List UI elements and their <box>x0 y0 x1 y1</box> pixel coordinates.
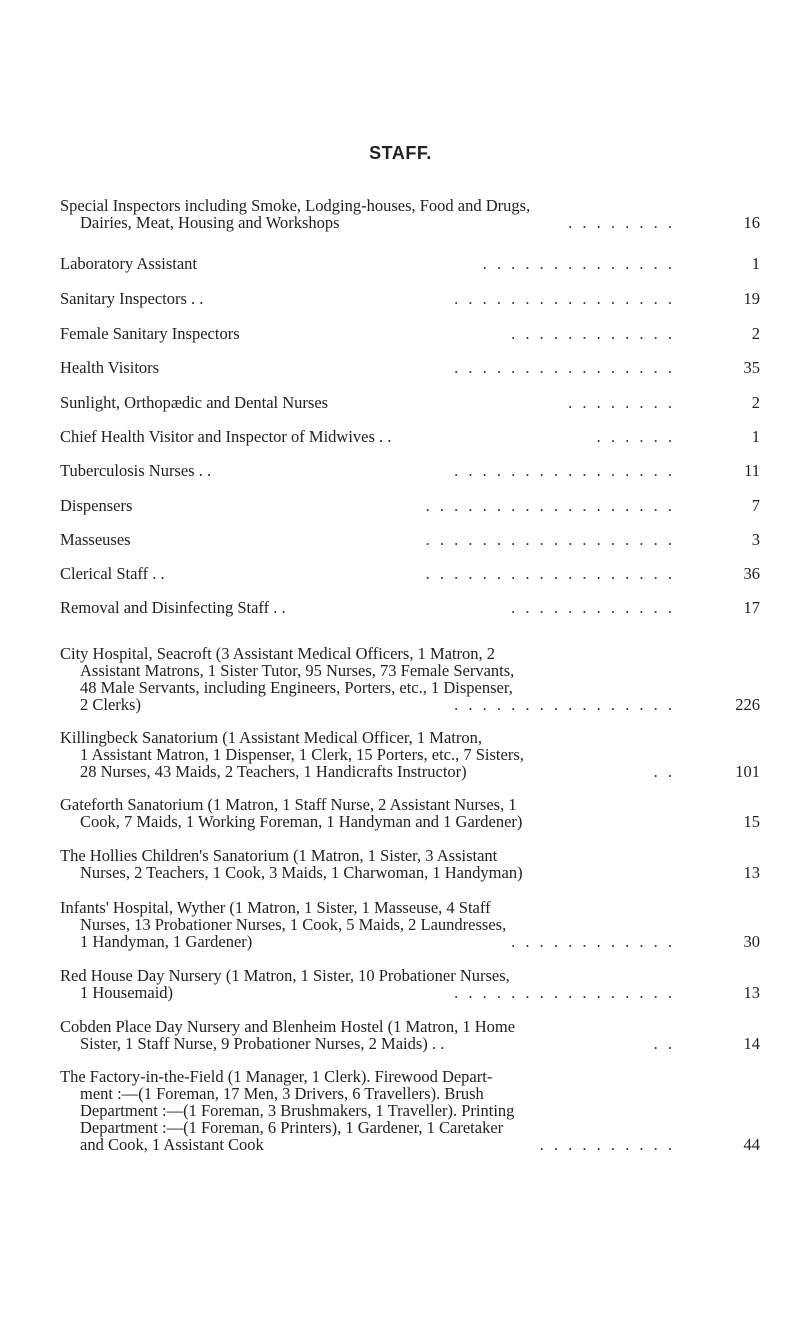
staff-entry <box>60 531 760 548</box>
staff-count: 36 <box>743 564 760 583</box>
entry-text-line <box>60 197 760 214</box>
staff-count: 19 <box>743 289 760 308</box>
staff-entry <box>60 1068 760 1153</box>
dot-leader: . . . . . . . . <box>568 393 675 412</box>
dot-leader: . . . . . . . . . . . . . . . . . . <box>425 496 675 515</box>
entry-label: 1 Handyman, 1 Gardener) <box>80 932 253 951</box>
dot-leader: . . . . . . . . . . . . <box>511 598 675 617</box>
entry-label: Sister, 1 Staff Nurse, 9 Probationer Nurses, 2 Maids) . . <box>80 1034 445 1053</box>
staff-entry <box>60 359 760 376</box>
staff-entry <box>60 967 760 1001</box>
entry-label: Health Visitors <box>60 358 160 377</box>
staff-entry <box>60 197 760 231</box>
staff-entry <box>60 899 760 950</box>
staff-count: 30 <box>743 932 760 951</box>
entry-text-line <box>60 813 760 830</box>
dot-leader: . . . . . . . . . . . . . . <box>482 254 675 273</box>
staff-entry <box>60 1018 760 1052</box>
dot-leader: . . . . . . . . <box>568 213 675 232</box>
entry-text-line <box>60 796 760 813</box>
entry-text-line <box>60 763 760 780</box>
entry-text-line <box>60 1018 760 1035</box>
entry-label: Nurses, 2 Teachers, 1 Cook, 3 Maids, 1 Charwoman, 1 Handyman) <box>80 863 523 882</box>
entry-label: ment :—(1 Foreman, 17 Men, 3 Drivers, 6 Travellers). Brush <box>80 1084 484 1103</box>
entry-label: City Hospital, Seacroft (3 Assistant Medical Officers, 1 Matron, 2 <box>60 644 496 663</box>
dot-leader: . . . . . . . . . . . . <box>511 932 675 951</box>
entry-text-line <box>60 864 760 881</box>
dot-leader: . . . . . . . . . . . . . . . . <box>454 983 675 1002</box>
entry-text-line <box>60 497 760 514</box>
entry-text-line <box>60 746 760 763</box>
entry-label: Dairies, Meat, Housing and Workshops <box>80 213 340 232</box>
entry-label: The Hollies Children's Sanatorium (1 Matron, 1 Sister, 3 Assistant <box>60 846 498 865</box>
staff-count: 101 <box>735 762 760 781</box>
entry-text-line <box>60 899 760 916</box>
entry-text-line <box>60 916 760 933</box>
staff-entry <box>60 325 760 342</box>
staff-count: 16 <box>743 213 760 232</box>
staff-entry <box>60 394 760 411</box>
staff-count: 17 <box>743 598 760 617</box>
entry-label: Cobden Place Day Nursery and Blenheim Hostel (1 Matron, 1 Home <box>60 1017 516 1036</box>
entry-label: Sanitary Inspectors . . <box>60 289 204 308</box>
entry-label: Dispensers <box>60 496 133 515</box>
page-title: STAFF. <box>369 143 432 163</box>
staff-entry <box>60 497 760 514</box>
entry-text-line <box>60 933 760 950</box>
entry-label: Chief Health Visitor and Inspector of Midwives . . <box>60 427 392 446</box>
entry-label: 28 Nurses, 43 Maids, 2 Teachers, 1 Handicrafts Instructor) <box>80 762 467 781</box>
entry-label: Special Inspectors including Smoke, Lodging-houses, Food and Drugs, <box>60 196 531 215</box>
entry-text-line <box>60 394 760 411</box>
entry-label: Laboratory Assistant <box>60 254 198 273</box>
entry-text-line <box>60 531 760 548</box>
entry-text-line <box>60 967 760 984</box>
entry-label: Masseuses <box>60 530 131 549</box>
staff-count: 14 <box>743 1034 760 1053</box>
entry-text-line <box>60 462 760 479</box>
entry-label: 48 Male Servants, including Engineers, Porters, etc., 1 Dispenser, <box>80 678 513 697</box>
entry-label: Nurses, 13 Probationer Nurses, 1 Cook, 5 Maids, 2 Laundresses, <box>80 915 507 934</box>
staff-entry <box>60 729 760 780</box>
dot-leader: . . <box>653 1034 675 1053</box>
staff-entry <box>60 599 760 616</box>
dot-leader: . . . . . . . . . . . . . . . . <box>454 461 675 480</box>
entry-label: 1 Assistant Matron, 1 Dispenser, 1 Clerk, 15 Porters, etc., 7 Sisters, <box>80 745 524 764</box>
entry-label: Female Sanitary Inspectors <box>60 324 240 343</box>
dot-leader: . . . . . . . . . . <box>539 1135 675 1154</box>
staff-count: 35 <box>743 358 760 377</box>
dot-leader: . . . . . . . . . . . . . . . . <box>454 695 675 714</box>
entry-label: Removal and Disinfecting Staff . . <box>60 598 286 617</box>
entry-text-line <box>60 1068 760 1085</box>
entry-label: Red House Day Nursery (1 Matron, 1 Sister, 10 Probationer Nurses, <box>60 966 510 985</box>
entry-label: The Factory-in-the-Field (1 Manager, 1 Clerk). Firewood Depart- <box>60 1067 493 1086</box>
staff-entry <box>60 290 760 307</box>
staff-entry <box>60 428 760 445</box>
staff-count: 2 <box>751 324 760 343</box>
entry-text-line <box>60 290 760 307</box>
entry-text-line <box>60 662 760 679</box>
entry-text-line <box>60 1085 760 1102</box>
entry-text-line <box>60 1136 760 1153</box>
entry-label: Clerical Staff . . <box>60 564 165 583</box>
entry-text-line <box>60 1035 760 1052</box>
entry-text-line <box>60 645 760 662</box>
entry-label: 2 Clerks) <box>80 695 141 714</box>
entry-text-line <box>60 729 760 746</box>
entry-text-line <box>60 679 760 696</box>
dot-leader: . . . . . . . . . . . . <box>511 324 675 343</box>
staff-entry <box>60 255 760 272</box>
entry-label: Cook, 7 Maids, 1 Working Foreman, 1 Handyman and 1 Gardener) <box>80 812 523 831</box>
staff-count: 1 <box>751 427 760 446</box>
staff-entry <box>60 847 760 881</box>
entry-text-line <box>60 359 760 376</box>
dot-leader: . . . . . . . . . . . . . . . . <box>454 289 675 308</box>
entry-label: and Cook, 1 Assistant Cook <box>80 1135 264 1154</box>
staff-count: 2 <box>751 393 760 412</box>
dot-leader: . . <box>653 762 675 781</box>
entry-text-line <box>60 696 760 713</box>
entry-text-line <box>60 847 760 864</box>
entry-text-line <box>60 428 760 445</box>
staff-count: 3 <box>751 530 760 549</box>
dot-leader: . . . . . . . . . . . . . . . . . . <box>425 564 675 583</box>
entry-label: Department :—(1 Foreman, 6 Printers), 1 Gardener, 1 Caretaker <box>80 1118 504 1137</box>
entry-text-line <box>60 325 760 342</box>
entry-label: Killingbeck Sanatorium (1 Assistant Medical Officer, 1 Matron, <box>60 728 482 747</box>
staff-entry <box>60 796 760 830</box>
staff-count: 13 <box>743 863 760 882</box>
staff-count: 13 <box>743 983 760 1002</box>
staff-count: 1 <box>751 254 760 273</box>
dot-leader: . . . . . . <box>596 427 675 446</box>
entry-text-line <box>60 599 760 616</box>
entry-text-line <box>60 565 760 582</box>
staff-entry <box>60 565 760 582</box>
staff-entry <box>60 462 760 479</box>
staff-count: 44 <box>743 1135 760 1154</box>
entry-label: 1 Housemaid) <box>80 983 174 1002</box>
dot-leader: . . . . . . . . . . . . . . . . <box>454 358 675 377</box>
entry-label: Infants' Hospital, Wyther (1 Matron, 1 Sister, 1 Masseuse, 4 Staff <box>60 898 491 917</box>
entry-label: Department :—(1 Foreman, 3 Brushmakers, 1 Traveller). Printing <box>80 1101 515 1120</box>
dot-leader: . . . . . . . . . . . . . . . . . . <box>425 530 675 549</box>
entry-text-line <box>60 1119 760 1136</box>
entry-text-line <box>60 255 760 272</box>
staff-count: 11 <box>744 461 760 480</box>
entry-label: Gateforth Sanatorium (1 Matron, 1 Staff Nurse, 2 Assistant Nurses, 1 <box>60 795 517 814</box>
entry-label: Tuberculosis Nurses . . <box>60 461 212 480</box>
staff-count: 226 <box>735 695 760 714</box>
staff-count: 7 <box>751 496 760 515</box>
entry-text-line <box>60 1102 760 1119</box>
entry-text-line <box>60 214 760 231</box>
entry-text-line <box>60 984 760 1001</box>
entry-label: Assistant Matrons, 1 Sister Tutor, 95 Nurses, 73 Female Servants, <box>80 661 515 680</box>
staff-entry <box>60 645 760 713</box>
entry-label: Sunlight, Orthopædic and Dental Nurses <box>60 393 329 412</box>
staff-count: 15 <box>743 812 760 831</box>
